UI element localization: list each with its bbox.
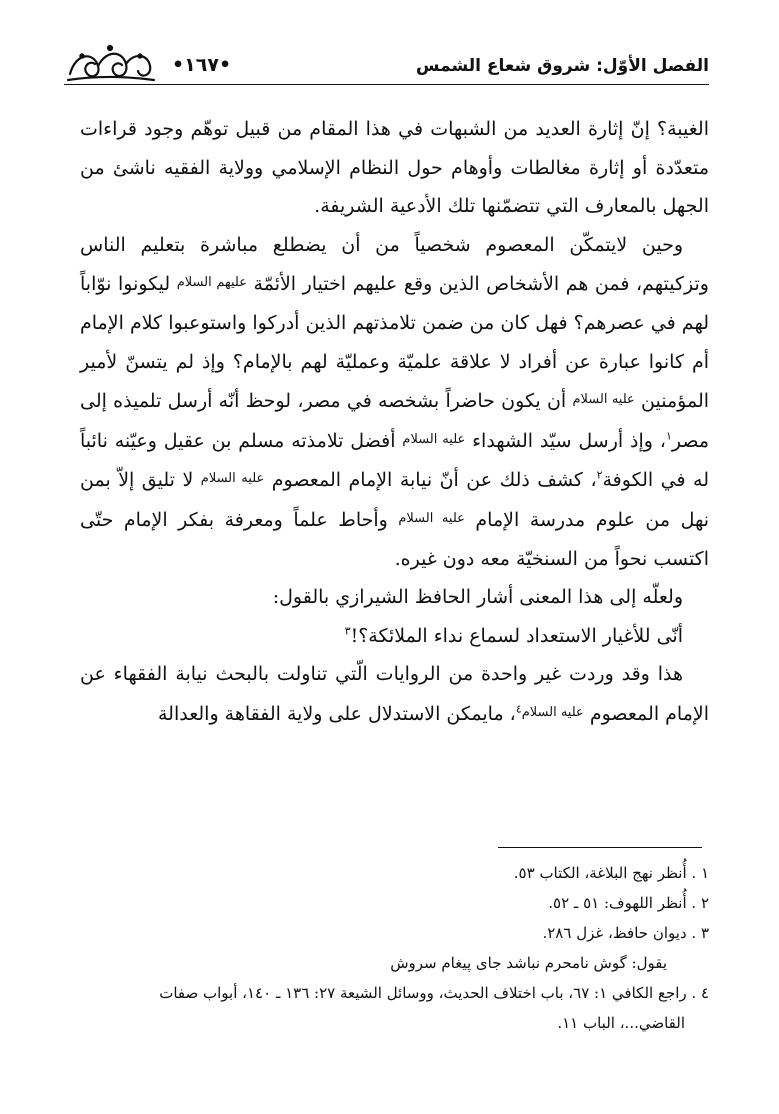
paragraph-3: ولعلّه إلى هذا المعنى أشار الحافظ الشيرازي بالقول: bbox=[272, 586, 683, 609]
running-title: الفصل الأوّل: شروق شعاع الشمس bbox=[416, 56, 709, 76]
text-run: أنّى للأغيار الاستعداد لسماع نداء الملائكة؟! bbox=[350, 624, 683, 647]
text-run: ، وإذ أرسل سيّد الشهداء bbox=[465, 429, 666, 452]
paragraph-4 bbox=[80, 655, 709, 733]
footnote-ref-3[interactable]: ٣ bbox=[344, 624, 351, 638]
footnote-separator bbox=[498, 847, 702, 848]
page-header bbox=[64, 44, 709, 88]
footnote-4-continuation: القاضي...، الباب ١١. bbox=[557, 1014, 685, 1032]
footnote-3: ٣ . ديوان حافظ، غزل ٢٨٦. bbox=[542, 924, 709, 942]
footnote-ref-4[interactable]: ٤ bbox=[515, 702, 522, 716]
honorific-symbol: عليه السلام bbox=[402, 431, 466, 447]
footnote-ref-1[interactable]: ١ bbox=[665, 429, 672, 443]
text-run: وحين لايتمكّن المعصوم شخصياً من أن يضطلع مباشرة بتعليم الناس وتزكيتهم، فمن هم الأشخاص الذين وقع عليهم اختيار الأئمّة bbox=[80, 233, 709, 296]
honorific-symbol: عليه السلام bbox=[521, 704, 584, 720]
page-number: •١٦٧• bbox=[172, 54, 232, 76]
arabesque-ornament-icon bbox=[64, 44, 156, 84]
main-text bbox=[80, 110, 709, 734]
footnote-4: ٤ . راجع الكافي ١: ٦٧، باب اختلاف الحديث، ووسائل الشيعة ٢٧: ١٣٦ ـ ١٤٠، أبواب صفات bbox=[159, 984, 709, 1002]
paragraph-1: الغيبة؟ إنّ إثارة العديد من الشبهات في هذا المقام من قبيل توهّم وجود قراءات متعدّدة أو إثارة مغالطات وأوهام حول النظام الإسلامي وولاية الفقيه ناشئ من الجهل بالمعارف التي تتضمّنها تلك الأدعية الشريفة. bbox=[80, 118, 709, 218]
footnotes bbox=[84, 858, 709, 1038]
text-run: ليكونوا نوّاباً لهم في عصرهم؟ فهل كان من ضمن تلامذتهم الذين أدركوا واستوعبوا كلام الإمام أم كانوا عبارة عن أفراد لا علاقة علميّة وعمليّة لهم بالإمام؟ وإذ لم يتسنّ لأمير المؤمنين bbox=[80, 273, 710, 413]
text-run: وأحاط علماً ومعرفة بفكر الإمام حتّى اكتسب نحواً من السنخيّة معه دون غيره. bbox=[80, 508, 709, 570]
footnote-2: ٢ . أُنظر اللهوف: ٥١ ـ ٥٢. bbox=[548, 894, 709, 912]
header-rule bbox=[64, 84, 709, 85]
text-run: أن يكون حاضراً بشخصه في مصر، لوحظ أنّه أرسل تلميذه إلى مصر bbox=[80, 390, 709, 452]
text-run: لا تليق إلاّ بمن نهل من علوم مدرسة الإمام bbox=[80, 469, 710, 531]
honorific-symbol: عليه السلام bbox=[200, 471, 265, 487]
honorific-symbol: عليهم السلام bbox=[176, 275, 247, 291]
text-run: ، مايمكن الاستدلال على ولاية الفقاهة والعدالة bbox=[157, 702, 516, 725]
footnote-1: ١ . أُنظر نهج البلاغة، الكتاب ٥٣. bbox=[513, 864, 709, 882]
text-run: هذا وقد وردت غير واحدة من الروايات الّتي تناولت بالبحث نيابة الفقهاء عن الإمام المعصوم bbox=[80, 663, 709, 725]
footnote-3-verse: يقول: گوش نامحرم نباشد جاى پيغام سروش bbox=[390, 954, 667, 972]
text-run: أفضل تلامذته مسلم بن عقيل وعيّنه نائباً له في الكوفة bbox=[80, 429, 709, 492]
paragraph-2 bbox=[80, 226, 709, 578]
honorific-symbol: عليه السلام bbox=[398, 510, 465, 526]
honorific-symbol: عليه السلام bbox=[572, 392, 635, 408]
poem-line bbox=[80, 617, 709, 656]
footnote-ref-2[interactable]: ٢ bbox=[596, 469, 603, 483]
text-run: ، كشف ذلك عن أنّ نيابة الإمام المعصوم bbox=[264, 469, 597, 492]
